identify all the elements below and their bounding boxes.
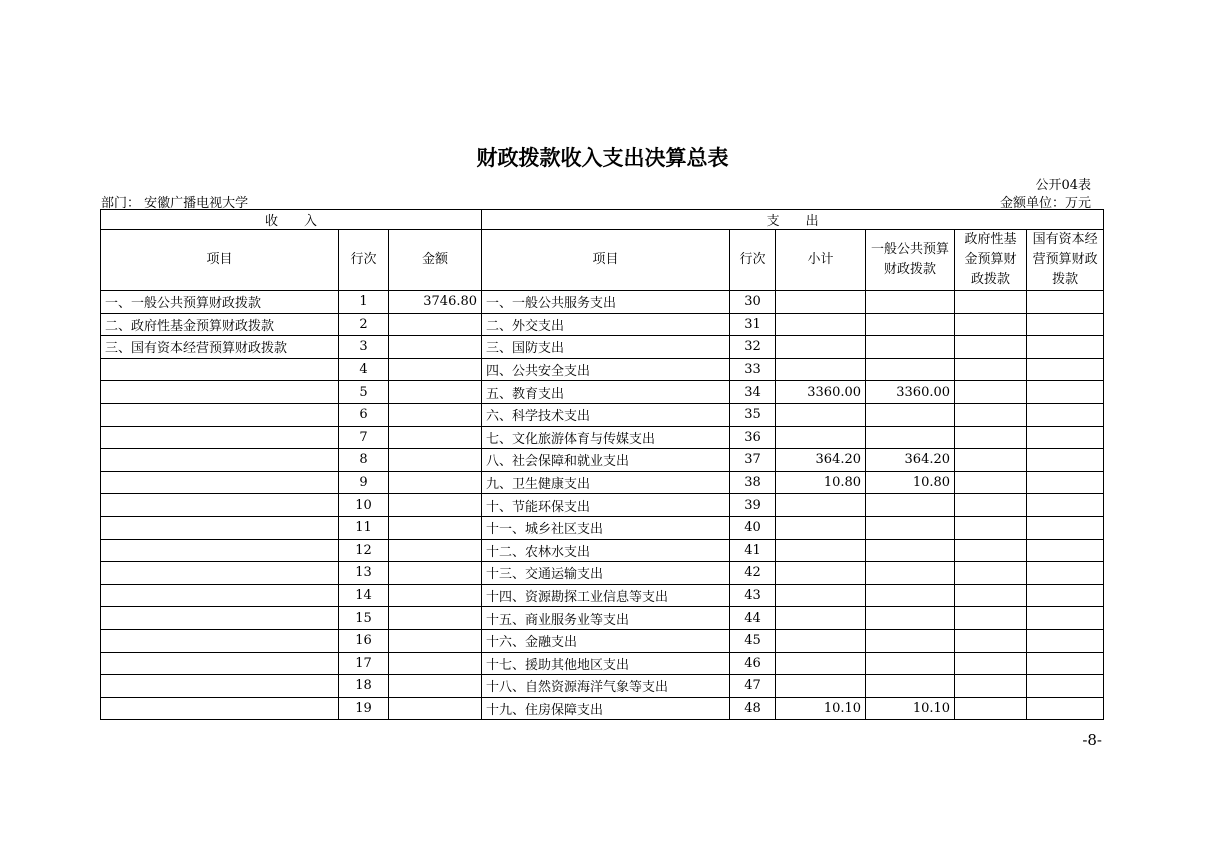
income-amount-cell [389,697,482,720]
general-budget-cell [866,403,955,426]
col-header-income-amount: 金额 [389,230,482,291]
col-header-income-item: 项目 [101,230,339,291]
income-item-cell [101,675,339,698]
general-budget-cell [866,562,955,585]
income-row-number-cell: 12 [339,539,389,562]
col-header-income-row-no: 行次 [339,230,389,291]
income-amount-cell [389,516,482,539]
expense-row-number-cell: 34 [730,381,776,404]
expense-row-number-cell: 43 [730,584,776,607]
general-budget-cell [866,675,955,698]
income-item-cell [101,449,339,472]
gov-fund-cell [955,584,1027,607]
income-row-number-cell: 17 [339,652,389,675]
general-budget-cell [866,426,955,449]
general-budget-cell: 364.20 [866,449,955,472]
income-amount-cell [389,381,482,404]
state-capital-cell [1027,652,1104,675]
department-label: 部门： 安徽广播电视大学 [101,196,249,211]
state-capital-cell [1027,607,1104,630]
state-capital-cell [1027,381,1104,404]
expense-row-number-cell: 32 [730,336,776,359]
gov-fund-cell [955,629,1027,652]
general-budget-cell [866,539,955,562]
income-amount-cell [389,675,482,698]
gov-fund-cell [955,516,1027,539]
income-row-number-cell: 13 [339,562,389,585]
table-row [101,449,1104,472]
state-capital-cell [1027,697,1104,720]
gov-fund-cell [955,426,1027,449]
general-budget-cell [866,652,955,675]
income-amount-cell [389,652,482,675]
gov-fund-cell [955,697,1027,720]
state-capital-cell [1027,675,1104,698]
expense-item-cell: 九、卫生健康支出 [482,471,730,494]
state-capital-cell [1027,562,1104,585]
income-amount-cell [389,584,482,607]
expense-row-number-cell: 30 [730,291,776,314]
state-capital-cell [1027,291,1104,314]
income-row-number-cell: 5 [339,381,389,404]
subtotal-cell [776,584,866,607]
expense-row-number-cell: 36 [730,426,776,449]
subtotal-cell [776,629,866,652]
income-amount-cell [389,336,482,359]
expense-item-cell: 六、科学技术支出 [482,403,730,426]
table-row [101,652,1104,675]
general-budget-cell [866,584,955,607]
gov-fund-cell [955,449,1027,472]
gov-fund-cell [955,403,1027,426]
income-row-number-cell: 3 [339,336,389,359]
table-row [101,291,1104,314]
table-row [101,426,1104,449]
income-amount-cell [389,403,482,426]
income-item-cell [101,697,339,720]
budget-summary-table [100,209,1104,720]
expense-row-number-cell: 45 [730,629,776,652]
expense-item-cell: 四、公共安全支出 [482,358,730,381]
subtotal-cell [776,336,866,359]
income-row-number-cell: 19 [339,697,389,720]
subtotal-cell [776,494,866,517]
table-row [101,562,1104,585]
general-budget-cell: 3360.00 [866,381,955,404]
state-capital-cell [1027,313,1104,336]
state-capital-cell [1027,403,1104,426]
gov-fund-cell [955,336,1027,359]
col-header-subtotal: 小计 [776,230,866,291]
subtotal-cell [776,291,866,314]
income-amount-cell [389,539,482,562]
table-row [101,313,1104,336]
subtotal-cell [776,516,866,539]
expense-section-header: 支 出 [482,210,1104,230]
expense-item-cell: 十五、商业服务业等支出 [482,607,730,630]
form-code: 公开04表 [1035,178,1091,193]
table-row [101,471,1104,494]
expense-item-cell: 十八、自然资源海洋气象等支出 [482,675,730,698]
general-budget-cell: 10.10 [866,697,955,720]
col-header-expense-row-no: 行次 [730,230,776,291]
table-row [101,516,1104,539]
general-budget-cell [866,629,955,652]
income-row-number-cell: 2 [339,313,389,336]
section-header-row [101,210,1104,230]
table-row [101,494,1104,517]
expense-row-number-cell: 37 [730,449,776,472]
state-capital-cell [1027,539,1104,562]
gov-fund-cell [955,291,1027,314]
table-row [101,584,1104,607]
gov-fund-cell [955,471,1027,494]
income-item-cell [101,358,339,381]
income-amount-cell [389,629,482,652]
table-row [101,539,1104,562]
income-row-number-cell: 10 [339,494,389,517]
expense-item-cell: 五、教育支出 [482,381,730,404]
gov-fund-cell [955,381,1027,404]
income-item-cell: 二、政府性基金预算财政拨款 [101,313,339,336]
gov-fund-cell [955,607,1027,630]
income-amount-cell [389,562,482,585]
expense-item-cell: 十七、援助其他地区支出 [482,652,730,675]
income-row-number-cell: 4 [339,358,389,381]
income-row-number-cell: 6 [339,403,389,426]
expense-row-number-cell: 48 [730,697,776,720]
col-header-expense-item: 项目 [482,230,730,291]
expense-row-number-cell: 40 [730,516,776,539]
page-title: 财政拨款收入支出决算总表 [476,146,729,170]
income-item-cell: 三、国有资本经营预算财政拨款 [101,336,339,359]
expense-row-number-cell: 39 [730,494,776,517]
expense-row-number-cell: 41 [730,539,776,562]
income-row-number-cell: 8 [339,449,389,472]
income-row-number-cell: 18 [339,675,389,698]
table-row [101,381,1104,404]
col-header-gov-fund: 政府性基金预算财政拨款 [955,230,1027,291]
expense-item-cell: 十、节能环保支出 [482,494,730,517]
subtotal-cell [776,426,866,449]
column-header-row [101,230,1104,291]
general-budget-cell [866,313,955,336]
income-amount-cell [389,471,482,494]
expense-item-cell: 七、文化旅游体育与传媒支出 [482,426,730,449]
subtotal-cell [776,562,866,585]
expense-item-cell: 三、国防支出 [482,336,730,359]
subtotal-cell [776,652,866,675]
income-amount-cell [389,426,482,449]
income-item-cell [101,403,339,426]
col-header-general-budget: 一般公共预算财政拨款 [866,230,955,291]
table-row [101,629,1104,652]
expense-item-cell: 八、社会保障和就业支出 [482,449,730,472]
general-budget-cell [866,336,955,359]
col-header-state-capital: 国有资本经营预算财政拨款 [1027,230,1104,291]
income-row-number-cell: 9 [339,471,389,494]
state-capital-cell [1027,629,1104,652]
income-amount-cell: 3746.80 [389,291,482,314]
subtotal-cell: 10.10 [776,697,866,720]
expense-row-number-cell: 31 [730,313,776,336]
income-item-cell [101,584,339,607]
subtotal-cell [776,607,866,630]
expense-item-cell: 十三、交通运输支出 [482,562,730,585]
state-capital-cell [1027,516,1104,539]
subtotal-cell [776,403,866,426]
income-amount-cell [389,449,482,472]
state-capital-cell [1027,494,1104,517]
income-item-cell [101,607,339,630]
state-capital-cell [1027,449,1104,472]
income-amount-cell [389,358,482,381]
gov-fund-cell [955,675,1027,698]
expense-item-cell: 十九、住房保障支出 [482,697,730,720]
income-item-cell [101,381,339,404]
income-item-cell [101,516,339,539]
table-row [101,675,1104,698]
gov-fund-cell [955,539,1027,562]
gov-fund-cell [955,313,1027,336]
income-item-cell [101,426,339,449]
gov-fund-cell [955,562,1027,585]
income-item-cell [101,652,339,675]
income-row-number-cell: 1 [339,291,389,314]
income-item-cell [101,562,339,585]
expense-row-number-cell: 42 [730,562,776,585]
state-capital-cell [1027,358,1104,381]
income-item-cell [101,539,339,562]
expense-item-cell: 十四、资源勘探工业信息等支出 [482,584,730,607]
subtotal-cell [776,539,866,562]
subtotal-cell: 10.80 [776,471,866,494]
income-row-number-cell: 15 [339,607,389,630]
expense-row-number-cell: 35 [730,403,776,426]
income-item-cell: 一、一般公共预算财政拨款 [101,291,339,314]
income-row-number-cell: 14 [339,584,389,607]
income-section-header: 收 入 [101,210,482,230]
expense-row-number-cell: 47 [730,675,776,698]
table-row [101,697,1104,720]
table-row [101,358,1104,381]
income-item-cell [101,471,339,494]
table-row [101,403,1104,426]
gov-fund-cell [955,494,1027,517]
state-capital-cell [1027,471,1104,494]
page-number: -8- [1082,731,1102,749]
expense-row-number-cell: 38 [730,471,776,494]
subtotal-cell: 3360.00 [776,381,866,404]
income-row-number-cell: 16 [339,629,389,652]
expense-row-number-cell: 46 [730,652,776,675]
income-amount-cell [389,313,482,336]
state-capital-cell [1027,336,1104,359]
income-row-number-cell: 11 [339,516,389,539]
expense-item-cell: 十一、城乡社区支出 [482,516,730,539]
table-row [101,607,1104,630]
income-item-cell [101,494,339,517]
general-budget-cell [866,516,955,539]
general-budget-cell [866,358,955,381]
income-amount-cell [389,607,482,630]
expense-item-cell: 一、一般公共服务支出 [482,291,730,314]
general-budget-cell [866,607,955,630]
gov-fund-cell [955,358,1027,381]
expense-item-cell: 十二、农林水支出 [482,539,730,562]
general-budget-cell [866,291,955,314]
subtotal-cell: 364.20 [776,449,866,472]
general-budget-cell [866,494,955,517]
expense-item-cell: 十六、金融支出 [482,629,730,652]
state-capital-cell [1027,584,1104,607]
general-budget-cell: 10.80 [866,471,955,494]
gov-fund-cell [955,652,1027,675]
income-amount-cell [389,494,482,517]
income-row-number-cell: 7 [339,426,389,449]
income-item-cell [101,629,339,652]
state-capital-cell [1027,426,1104,449]
amount-unit-label: 金额单位：万元 [999,196,1091,211]
table-row [101,336,1104,359]
expense-item-cell: 二、外交支出 [482,313,730,336]
subtotal-cell [776,358,866,381]
expense-row-number-cell: 33 [730,358,776,381]
subtotal-cell [776,675,866,698]
expense-row-number-cell: 44 [730,607,776,630]
subtotal-cell [776,313,866,336]
